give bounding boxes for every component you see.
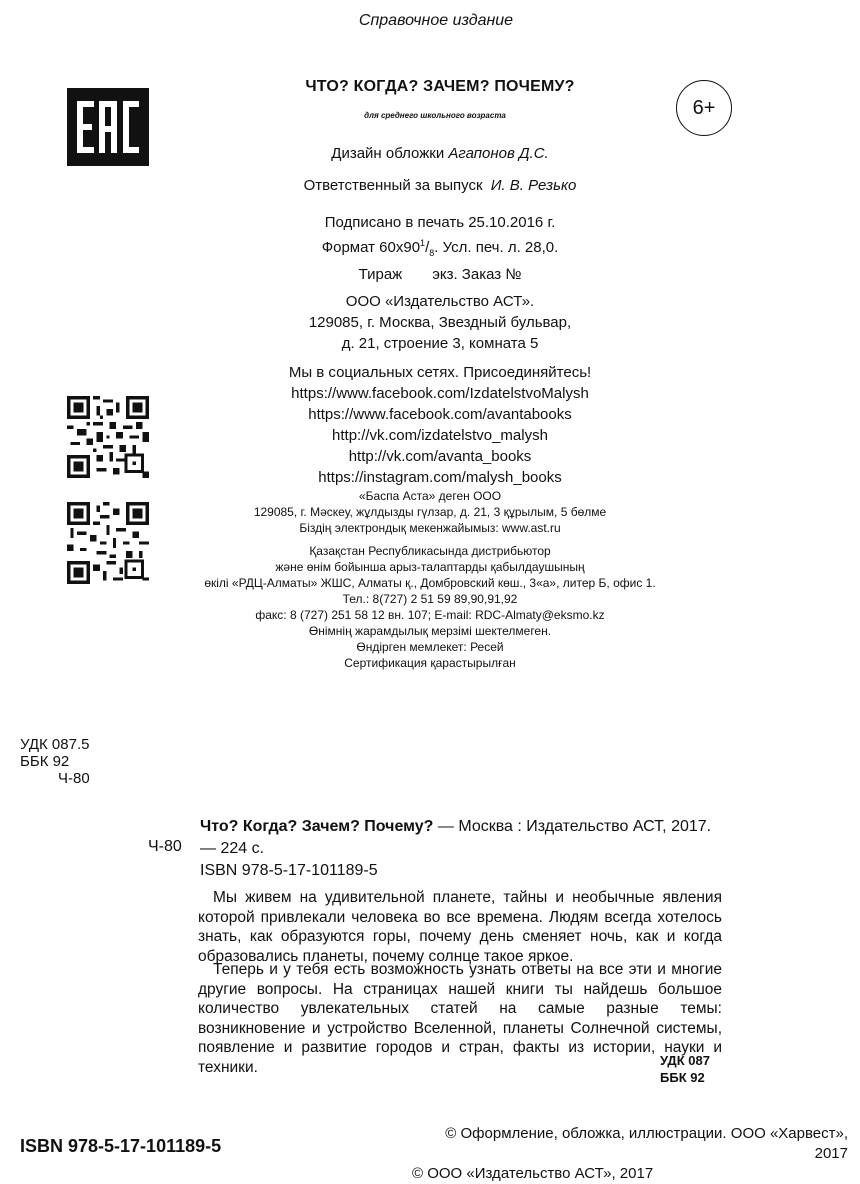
qr-code-1[interactable] [67,396,149,478]
social-link[interactable]: https://www.facebook.com/IzdatelstvoMalysh [291,385,589,402]
responsible-name: И. В. Резько [490,177,577,194]
copyright-block [408,1124,848,1184]
kz-line: Өндірген мемлекет: Ресей [356,640,504,654]
catalog-author-sign: Ч-80 [148,838,182,855]
page-heading: Справочное издание [358,12,514,29]
copyright-line: © ООО «Издательство АСТ», 2017 [412,1165,654,1182]
kz-line: факс: 8 (727) 251 58 12 вн. 107; E-mail: RDC-Almaty@eksmo.kz [255,608,605,622]
description-paragraph: Мы живем на удивительной планете, тайны и необычные явления которой привлекали человека во все времена. Людям всегда хотелось знать, как образуются горы, почему день сменяет ночь, как и когда образовались планеты, почему солнце такое яркое. [198,889,722,965]
responsible-credit [190,175,690,196]
catalog-title: Что? Когда? Зачем? Почему? [200,818,434,835]
kz-line: Өнімнің жарамдылық мерзімі шектелмеген. [308,624,552,638]
catalog-isbn: ISBN 978-5-17-101189-5 [200,862,378,879]
short-codes [660,1052,710,1086]
kz-line: өкілі «РДЦ-Алматы» ЖШС, Алматы қ., Домбровский көш., 3«а», литер Б, офис 1. [204,576,656,590]
kz-line: Сертификация қарастырылған [344,656,516,670]
kz-line: Тел.: 8(727) 2 51 59 89,90,91,92 [342,592,518,606]
book-title-header: ЧТО? КОГДА? ЗАЧЕМ? ПОЧЕМУ? [305,78,575,95]
copyright-line: © Оформление, обложка, иллюстрации. ООО «Харвест», 2017 [445,1125,848,1162]
design-label: Дизайн обложки [331,145,445,162]
kz-line: және өнім бойынша арыз-талаптарды қабылдаушының [275,560,585,574]
qr-code-2[interactable] [67,502,149,584]
responsible-label: Ответственный за выпуск [303,177,483,194]
age-subtitle: для среднего школьного возраста [364,111,506,120]
publisher-address [190,291,690,354]
format-suffix: . Усл. печ. л. 28,0. [434,239,559,256]
cover-design-credit [190,143,690,164]
run-line [190,264,690,285]
print-info [190,212,690,285]
format-line: Формат $60x90^1/_8$. Усл. печ. л. 28,0. [321,238,559,258]
social-intro: Мы в социальных сетях. Присоединяйтесь! [288,364,592,381]
catalog-entry [200,816,720,860]
social-link[interactable]: http://vk.com/avanta_books [348,448,532,465]
bbk-short: ББК 92 [660,1070,705,1085]
udk-short: УДК 087 [660,1053,710,1068]
bbk-code: ББК 92 [20,753,70,770]
catalog-rest: — Москва : Издательство АСТ, 2017. — 224 с. [200,818,712,857]
author-sign: Ч-80 [58,770,90,787]
format-sub: 8 [429,248,435,258]
footer-isbn: ISBN 978-5-17-101189-5 [20,1136,222,1156]
age-rating-badge: 6+ [676,80,732,136]
social-link[interactable]: https://instagram.com/malysh_books [318,469,562,486]
eac-logo [67,88,149,166]
kz-line: 129085, г. Мәскеу, жұлдызды гүлзар, д. 21, 3 құрылым, 5 бөлме [253,505,607,519]
run-rest: экз. Заказ № [432,266,522,283]
social-link[interactable]: https://www.facebook.com/avantabooks [308,406,572,423]
kz-publisher-block [170,488,690,536]
description-paragraph: Теперь и у тебя есть возможность узнать ответы на все эти и многие другие вопросы. На страницах нашей книги ты найдешь большое количество увлекательных статей на самые разные темы: возникновение и устройство Вселенной, планеты Солнечной системы, появление и развитие городов и стран, факты из истории, науки и техники. [198,961,722,1076]
kz-line: Қазақстан Республикасында дистрибьютор [309,544,551,558]
publisher-line: 129085, г. Москва, Звездный бульвар, [308,314,572,331]
social-block [190,362,690,488]
format-sup: 1 [420,238,426,248]
classification-codes [20,736,90,787]
kz-line: «Баспа Аста» деген ООО [358,489,502,503]
social-link[interactable]: http://vk.com/izdatelstvo_malysh [332,427,548,444]
udk-code: УДК 087.5 [20,736,90,753]
publisher-line: д. 21, строение 3, комната 5 [341,335,539,352]
publisher-line: ООО «Издательство АСТ». [345,293,535,310]
qr-code-icon [67,502,149,584]
design-name: Агапонов Д.С. [448,145,549,162]
qr-code-icon [67,396,149,478]
eac-mark-icon [67,88,149,166]
run-label: Тираж [358,266,403,283]
kz-distributor-block [160,543,700,671]
kz-line: Біздің электрондық мекенжайымыз: www.ast.ru [299,521,561,535]
format-prefix: Формат 60x90 [321,239,421,256]
signed-date: Подписано в печать 25.10.2016 г. [324,214,556,231]
